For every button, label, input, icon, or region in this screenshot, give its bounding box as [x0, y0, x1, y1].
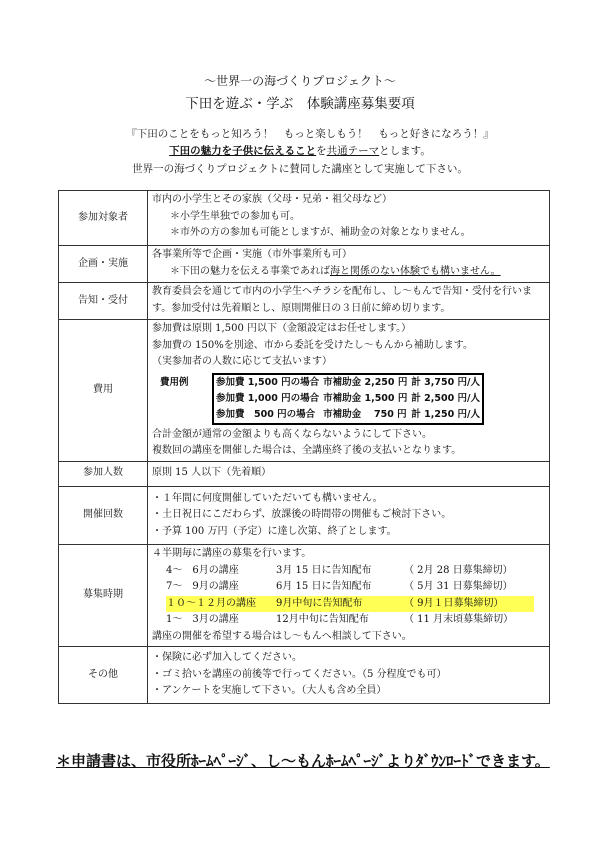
- schedule-row-highlighted: [152, 596, 545, 613]
- row-target: [59, 191, 550, 246]
- schedule-row: [152, 579, 545, 596]
- text-line: 参加費の 150%を別途、市から委託を受けたし～もんから補助します。: [152, 339, 473, 351]
- theme-bold: 下田の魅力を子供に伝えること: [169, 145, 317, 157]
- schedule-course: 7～ 9月の講座: [166, 581, 239, 592]
- schedule-deadline: （ 9月１日募集締切）: [404, 596, 534, 613]
- schedule-release: 6月 15 日に告知配布: [276, 581, 372, 592]
- row-count: [59, 486, 550, 545]
- fee-total: 計 3,750 円/人: [411, 376, 480, 388]
- text-line: 参加費は原則 1,500 円以下（金額設定はお任せします。）: [152, 323, 412, 334]
- requirements-table: [58, 190, 550, 704]
- schedule-deadline: （ 2月 28 日募集締切）: [404, 564, 513, 576]
- project-subtitle: ～世界一の海づくりプロジェクト～: [204, 74, 396, 88]
- fee-subsidy: 市補助金 1,500 円: [323, 392, 408, 404]
- row-capacity: [59, 461, 550, 486]
- theme-particle: を: [316, 145, 327, 157]
- text-line: ・土日祝日にこだわらず、放課後の時間帯の開催もご検討下さい。: [152, 509, 452, 520]
- row-period: [59, 545, 550, 647]
- schedule-course: １０～１２月の講座: [166, 596, 276, 613]
- fee-case: 参加費 500 円の場合: [216, 408, 316, 420]
- row-notice: [59, 283, 550, 320]
- row-fee: [59, 320, 550, 462]
- row-body: [148, 545, 550, 647]
- row-body: 教育委員会を通じて市内の小学生へチラシを配布し、し～もんで告知・受付を行います。参加受付は先着順とし、原則開催日の３日前に締め切ります。: [148, 283, 550, 320]
- text-line: ・保険に必ず加入してください。: [152, 652, 302, 663]
- theme-end: とします。: [379, 145, 431, 157]
- schedule-course: 1～ 3月の講座: [166, 614, 239, 625]
- text-part: ＊下田の魅力を伝える事業であれば: [170, 265, 330, 277]
- row-other: [59, 647, 550, 704]
- schedule-course: 4～ 6月の講座: [166, 564, 239, 576]
- intro-slogan: 『下田のことをもっと知ろう！ もっと楽しもう！ もっと好きになろう！』: [126, 128, 494, 140]
- fee-example-row: [213, 391, 483, 407]
- fee-total: 計 1,250 円/人: [411, 408, 480, 420]
- text-line: ・１年間に何度開催していただいても構いません。: [152, 492, 383, 504]
- text-line: ＊市外の方の参加も可能としますが、補助金の対象となりません。: [170, 227, 471, 238]
- schedule-row: [152, 612, 545, 629]
- text-line: 複数回の講座を開催した場合は、全講座終了後の支払いとなります。: [152, 445, 462, 456]
- fee-total: 計 2,500 円/人: [411, 392, 480, 404]
- row-head: 参加人数: [59, 461, 148, 486]
- schedule-release: 12月中旬に告知配布: [276, 614, 369, 625]
- footer-download-note: ＊申請書は、市役所ﾎｰﾑﾍﾟｰｼﾞ、し～もんﾎｰﾑﾍﾟｰｼﾞよりﾀﾞｳﾝﾛｰﾄﾞできます。: [56, 752, 550, 770]
- row-body: [148, 191, 550, 246]
- row-head: 告知・受付: [59, 283, 148, 320]
- schedule-deadline: （ 5月 31 日募集締切）: [404, 581, 513, 592]
- text-line: 市内の小学生とその家族（父母・兄弟・祖父母など）: [152, 194, 392, 205]
- row-plan: [59, 246, 550, 283]
- text-line: [152, 264, 545, 281]
- intro-instruction: 世界一の海づくりプロジェクトに賛同した講座として実施して下さい。: [132, 163, 468, 175]
- row-head: 開催回数: [59, 486, 148, 545]
- text-line: 各事業所等で企画・実施（市外事業所も可）: [152, 249, 352, 260]
- fee-case: 参加費 1,500 円の場合: [216, 376, 320, 388]
- row-body: [148, 647, 550, 704]
- schedule-release: 3月 15 日に告知配布: [276, 564, 372, 576]
- row-body: [148, 246, 550, 283]
- fee-example-label: 費用例: [160, 376, 189, 388]
- fee-case: 参加費 1,000 円の場合: [216, 392, 320, 404]
- row-head: その他: [59, 647, 148, 704]
- schedule-row: [152, 563, 545, 580]
- page-title: 下田を遊ぶ・学ぶ 体験講座募集要項: [185, 96, 415, 112]
- fee-example-row: [213, 374, 483, 391]
- text-line: ４半期毎に講座の募集を行います。: [152, 548, 312, 559]
- text-line: 講座の開催を希望する場合はし～もんへ相談して下さい。: [152, 630, 412, 642]
- schedule-deadline: （ 11 月末頃募集締切）: [404, 614, 514, 625]
- text-line: ・アンケートを実施して下さい。（大人も含め全員）: [152, 685, 387, 696]
- fee-subsidy: 市補助金 750 円: [323, 408, 407, 420]
- theme-underline: 共通テーマ: [326, 145, 380, 157]
- row-head: 参加対象者: [59, 191, 148, 246]
- row-body: 原則 15 人以下（先着順）: [148, 461, 550, 486]
- text-line: （実参加者の人数に応じて支払います）: [152, 356, 332, 367]
- text-line: 合計金額が通常の金額よりも高くならないようにして下さい。: [152, 428, 432, 440]
- row-body: [148, 486, 550, 545]
- schedule-release: 9月中旬に告知配布: [276, 596, 404, 613]
- fee-example-box: [212, 373, 484, 425]
- text-line: ＊小学生単独での参加も可。: [170, 210, 300, 222]
- row-body: [148, 320, 550, 462]
- row-head: 募集時期: [59, 545, 148, 647]
- text-underline: 海と関係のない体験でも構いません。: [330, 265, 501, 277]
- text-line: ・予算 100 万円（予定）に達し次第、終了とします。: [152, 525, 397, 537]
- text-line: ・ゴミ拾いを講座の前後等で行ってください。（5 分程度でも可）: [152, 668, 447, 680]
- fee-example-row: [213, 407, 483, 424]
- row-head: 企画・実施: [59, 246, 148, 283]
- intro-theme: [0, 143, 600, 158]
- row-head: 費用: [59, 320, 148, 462]
- fee-subsidy: 市補助金 2,250 円: [323, 376, 408, 388]
